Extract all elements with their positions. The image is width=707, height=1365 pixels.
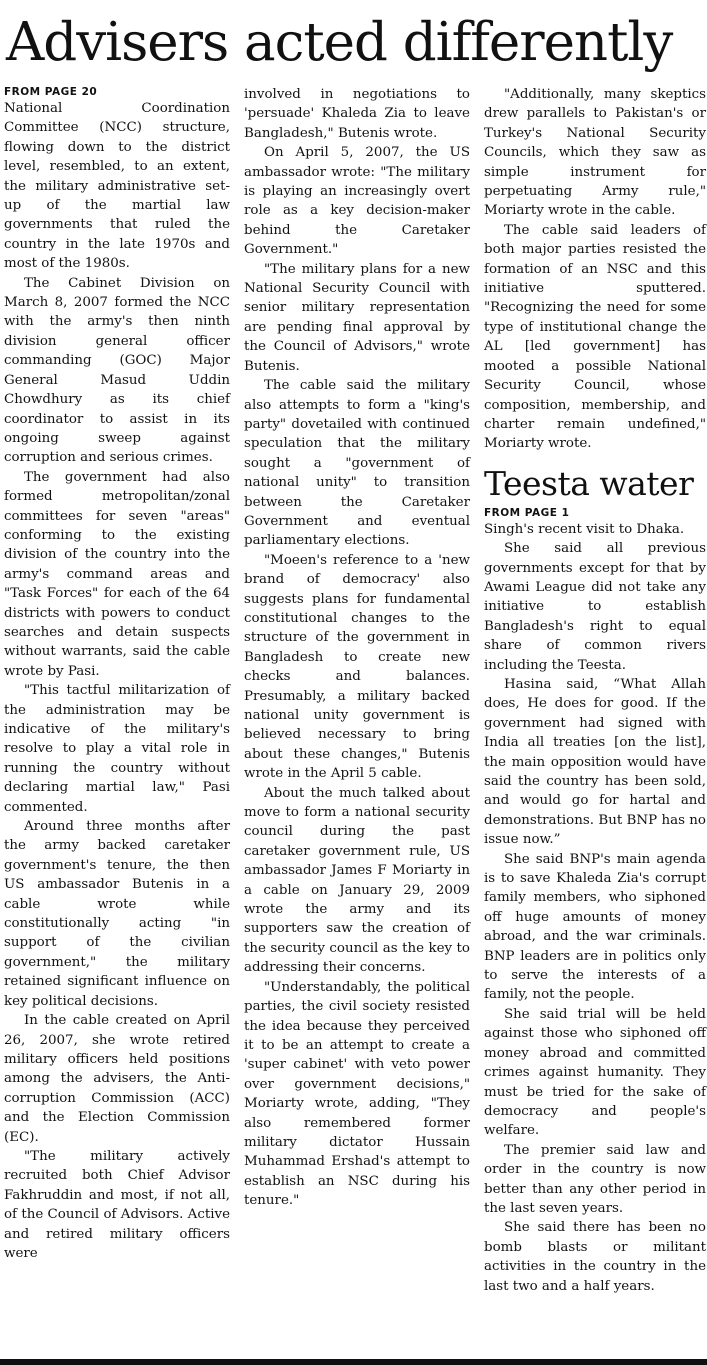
article-paragraph: "This tactful militarization of the administration may be indicative of the military's resolve to play a vital role in running the country without declaring martial law," Pasi commented. xyxy=(4,683,230,815)
article-paragraph: She said BNP's main agenda is to save Khaleda Zia's corrupt family members, who siphoned off huge amounts of money abroad, and the war criminals. BNP leaders are in politics only to serve the interests of a family, not the people. xyxy=(484,851,706,1003)
article-paragraph: involved in negotiations to 'persuade' Khaleda Zia to leave Bangladesh," Butenis wrote. xyxy=(244,87,470,141)
article-paragraph: National Coordination Committee (NCC) structure, flowing down to the district level, resembled, to an extent, the military administrative set-up of the martial law governments that ruled the country in the late 1970s and most of the 1980s. xyxy=(4,101,230,272)
article-column-2 xyxy=(244,85,470,1211)
article-paragraph: Singh's recent visit to Dhaka. xyxy=(484,521,685,537)
article-paragraph: She said trial will be held against those who siphoned off money abroad and committed crimes against humanity. They must be tried for the sake of democracy and people's welfare. xyxy=(484,1006,706,1139)
article-paragraph: The cable said leaders of both major parties resisted the formation of an NSC and this initiative sputtered. "Recognizing the need for some type of institutional change the AL [led government] has mooted a possible National Security Council, whose composition, membership, and charter remain undefined," Moriarty wrote. xyxy=(484,222,706,452)
article-paragraph: "Additionally, many skeptics drew parallels to Pakistan's or Turkey's National Security Councils, which they saw as simple instrument for perpetuating Army rule," Moriarty wrote in the cable. xyxy=(484,87,706,219)
article-paragraph: Around three months after the army backed caretaker government's tenure, the then US ambassador Butenis in a cable wrote while constitutionally acting "in support of the civilian government," the military retained significant influence on key political decisions. xyxy=(4,819,230,1009)
article-paragraph: On April 5, 2007, the US ambassador wrote: "The military is playing an increasingly overt role as a key decision-maker behind the Caretaker Government." xyxy=(244,145,470,258)
article-paragraph: The premier said law and order in the country is now better than any other period in the last seven years. xyxy=(484,1142,706,1216)
article-paragraph: Hasina said, “What Allah does, He does for good. If the government had signed with India all treaties [on the list], the main opposition would have said the country has been sold, and would go for hartal and demonstrations. But BNP has no issue now.” xyxy=(484,676,706,848)
article-paragraph: In the cable created on April 26, 2007, she wrote retired military officers held positions among the advisers, the Anti-corruption Commission (ACC) and the Election Commission (EC). xyxy=(4,1013,230,1145)
section-subhead: Teesta water xyxy=(484,463,694,503)
from-page-label: FROM PAGE 1 xyxy=(484,506,570,519)
article-paragraph: The cable said the military also attempts to form a "king's party" dovetailed with continued speculation that the military sought a "government of national unity" to transition between the Caretaker Government and eventual parliamentary elections. xyxy=(244,378,470,549)
article-column-3 xyxy=(484,85,706,1296)
article-paragraph: "The military plans for a new National Security Council with senior military representation are pending final approval by the Council of Advisors," wrote Butenis. xyxy=(244,261,470,374)
article-paragraph: "Moeen's reference to a 'new brand of democracy' also suggests plans for fundamental constitutional changes to the structure of the government in Bangladesh to create new checks and balances. Presumably, a military backed national unity government is believed necessary to bring about these changes," Butenis wrote in the April 5 cable. xyxy=(244,552,470,782)
article-column-1 xyxy=(4,85,230,1263)
article-paragraph: "Understandably, the political parties, the civil society resisted the idea because they perceived it to be an attempt to create a 'super cabinet' with veto power over government decisions," Moriarty wrote, adding, "They also remembered former military dictator Hussain Muhammad Ershad's attempt to establish an NSC during his tenure." xyxy=(244,979,470,1209)
from-page-label: FROM PAGE 20 xyxy=(4,86,98,98)
article-paragraph: The government had also formed metropolitan/zonal committees for seven "areas" conforming to the existing division of the country into the army's command areas and "Task Forces" for each of the 64 districts with powers to conduct searches and detain suspects without warrants, said the cable wrote by Pasi. xyxy=(4,469,230,679)
headline: Advisers acted differently xyxy=(6,12,673,73)
article-paragraph: "The military actively recruited both Chief Advisor Fakhruddin and most, if not all, of the Council of Advisors. Active and retired military officers were xyxy=(4,1148,230,1261)
bottom-rule xyxy=(0,1359,707,1365)
article-paragraph: She said all previous governments except for that by Awami League did not take any initiative to establish Bangladesh's right to equal share of common rivers including the Teesta. xyxy=(484,541,706,673)
article-paragraph: She said there has been no bomb blasts or militant activities in the country in the last two and a half years. xyxy=(484,1220,706,1294)
article-paragraph: The Cabinet Division on March 8, 2007 formed the NCC with the army's then ninth division general officer commanding (GOC) Major General Masud Uddin Chowdhury as its chief coordinator to assist in its ongoing sweep against corruption and serious crimes. xyxy=(4,275,230,466)
article-paragraph: About the much talked about move to form a national security council during the past caretaker government rule, US ambassador James F Moriarty in a cable on January 29, 2009 wrote the army and its supporters saw the creation of the security council as the key to addressing their concerns. xyxy=(244,785,470,976)
